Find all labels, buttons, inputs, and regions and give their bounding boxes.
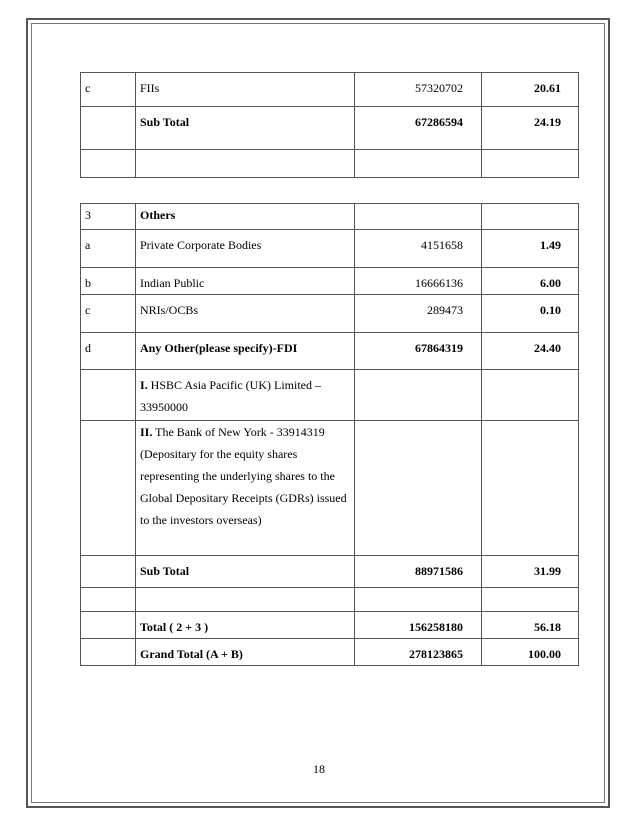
row-percent: 0.10	[482, 295, 579, 333]
row-percent: 6.00	[482, 268, 579, 295]
row-shares: 16666136	[355, 268, 482, 295]
table-row	[81, 295, 579, 333]
row-label: d	[81, 333, 136, 370]
row-description: Any Other(please specify)-FDI	[136, 333, 355, 370]
row-description: Total ( 2 + 3 )	[136, 612, 355, 639]
item-text: HSBC Asia Pacific (UK) Limited – 33950000	[140, 378, 321, 414]
table-row	[81, 73, 579, 107]
page-number: 18	[313, 762, 325, 776]
row-description: NRIs/OCBs	[136, 295, 355, 333]
row-description: Private Corporate Bodies	[136, 230, 355, 268]
row-description	[136, 370, 355, 421]
row-shares: 88971586	[355, 556, 482, 588]
row-label	[81, 421, 136, 556]
row-label: a	[81, 230, 136, 268]
table-row	[81, 333, 579, 370]
table-row	[81, 150, 579, 178]
table-row	[81, 612, 579, 639]
row-percent	[482, 204, 579, 230]
row-description	[136, 421, 355, 556]
row-percent	[482, 588, 579, 612]
table-row	[81, 639, 579, 666]
table-row	[81, 370, 579, 421]
item-text: The Bank of New York - 33914319 (Depositary for the equity shares representing the underlying shares to the Global Depositary Receipts (GDRs) issued to the investors overseas)	[140, 425, 347, 527]
row-percent: 24.40	[482, 333, 579, 370]
table-row	[81, 268, 579, 295]
row-percent: 100.00	[482, 639, 579, 666]
row-shares	[355, 370, 482, 421]
table-row	[81, 588, 579, 612]
row-shares	[355, 421, 482, 556]
row-label: b	[81, 268, 136, 295]
table-row	[81, 230, 579, 268]
row-description: Grand Total (A + B)	[136, 639, 355, 666]
row-shares: 4151658	[355, 230, 482, 268]
row-description: Sub Total	[136, 556, 355, 588]
table-row	[81, 421, 579, 556]
item-numeral: I.	[140, 378, 148, 392]
row-percent: 24.19	[482, 107, 579, 150]
row-description: Others	[136, 204, 355, 230]
row-label	[81, 639, 136, 666]
row-percent: 1.49	[482, 230, 579, 268]
shareholding-table-part2	[80, 203, 579, 666]
row-label	[81, 150, 136, 178]
row-percent	[482, 150, 579, 178]
row-description: FIIs	[136, 73, 355, 107]
table-row	[81, 204, 579, 230]
row-label	[81, 370, 136, 421]
table-row	[81, 107, 579, 150]
row-label: 3	[81, 204, 136, 230]
row-label	[81, 612, 136, 639]
row-shares	[355, 150, 482, 178]
row-percent: 56.18	[482, 612, 579, 639]
row-label	[81, 588, 136, 612]
row-description	[136, 150, 355, 178]
row-shares	[355, 588, 482, 612]
row-shares: 67286594	[355, 107, 482, 150]
row-label	[81, 107, 136, 150]
shareholding-table-part1	[80, 72, 579, 178]
row-description	[136, 588, 355, 612]
row-shares: 67864319	[355, 333, 482, 370]
row-percent	[482, 370, 579, 421]
row-shares	[355, 204, 482, 230]
row-label	[81, 556, 136, 588]
row-description: Sub Total	[136, 107, 355, 150]
row-percent: 20.61	[482, 73, 579, 107]
row-percent: 31.99	[482, 556, 579, 588]
row-shares: 156258180	[355, 612, 482, 639]
row-label: c	[81, 295, 136, 333]
row-percent	[482, 421, 579, 556]
table-row	[81, 556, 579, 588]
row-label: c	[81, 73, 136, 107]
item-numeral: II.	[140, 425, 153, 439]
row-shares: 57320702	[355, 73, 482, 107]
row-shares: 289473	[355, 295, 482, 333]
row-shares: 278123865	[355, 639, 482, 666]
row-description: Indian Public	[136, 268, 355, 295]
